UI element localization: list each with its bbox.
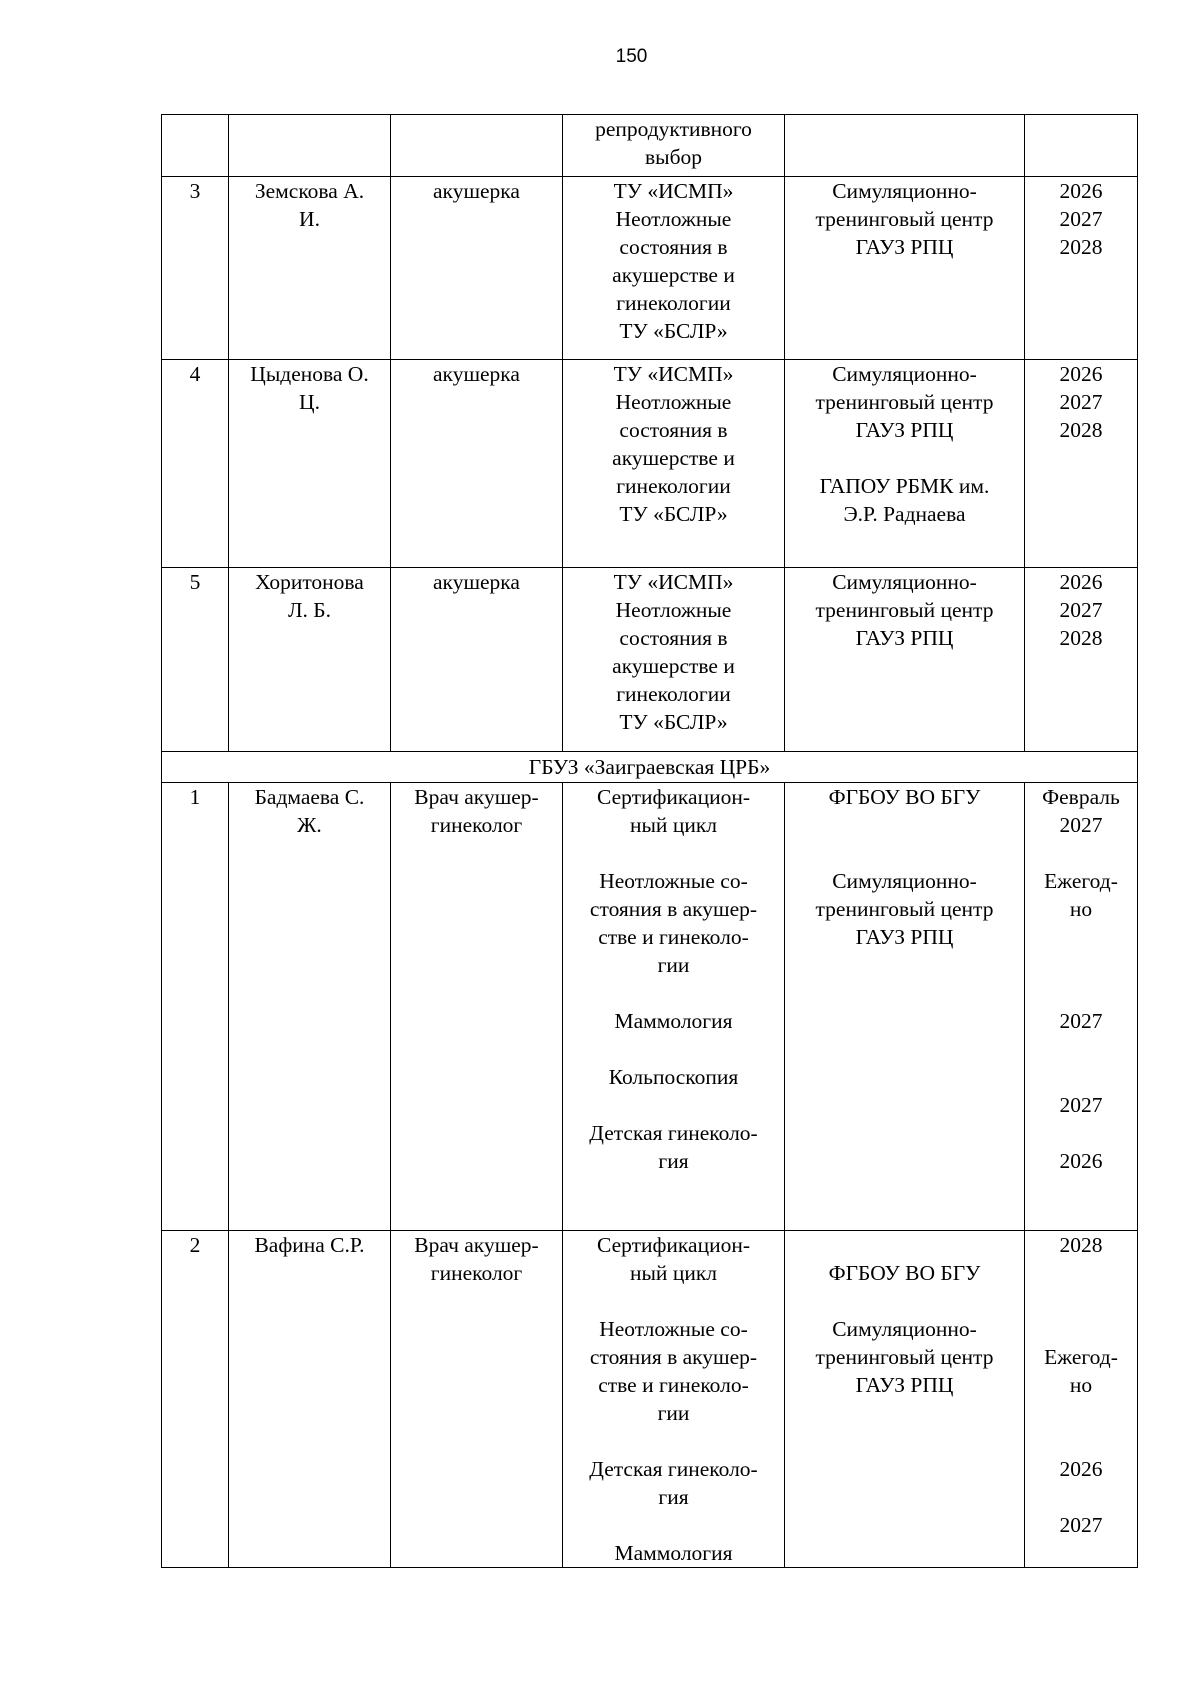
- position-cell: [391, 115, 563, 177]
- position-cell: акушерка: [391, 568, 563, 752]
- training-place-cell: Симуляционно- тренинговый центр ГАУЗ РПЦ ГАПОУ РБМК им. Э.Р. Раднаева: [785, 360, 1025, 568]
- position-cell: акушерка: [391, 360, 563, 568]
- table-row: [162, 360, 1138, 568]
- years-cell: [1025, 115, 1138, 177]
- years-cell: 2026 2027 2028: [1025, 568, 1138, 752]
- employee-name-cell: Бадмаева С. Ж.: [229, 783, 391, 1231]
- training-place-cell: ФГБОУ ВО БГУ Симуляционно- тренинговый центр ГАУЗ РПЦ: [785, 783, 1025, 1231]
- position-cell: Врач акушер- гинеколог: [391, 783, 563, 1231]
- table-row: [162, 1231, 1138, 1568]
- row-number-cell: 5: [162, 568, 229, 752]
- employee-name-cell: Вафина С.Р.: [229, 1231, 391, 1568]
- years-cell: Февраль 2027 Ежегод- но 2027 2027 2026: [1025, 783, 1138, 1231]
- course-cell: ТУ «ИСМП» Неотложные состояния в акушерстве и гинекологии ТУ «БСЛР»: [563, 568, 785, 752]
- section-title: ГБУЗ «Заиграевская ЦРБ»: [162, 752, 1138, 783]
- training-place-cell: ФГБОУ ВО БГУ Симуляционно- тренинговый центр ГАУЗ РПЦ: [785, 1231, 1025, 1568]
- years-cell: 2026 2027 2028: [1025, 177, 1138, 360]
- table-row: [162, 568, 1138, 752]
- course-cell: ТУ «ИСМП» Неотложные состояния в акушерстве и гинекологии ТУ «БСЛР»: [563, 360, 785, 568]
- section-row: [162, 752, 1138, 783]
- page-number: 150: [615, 46, 648, 67]
- course-cell: ТУ «ИСМП» Неотложные состояния в акушерстве и гинекологии ТУ «БСЛР»: [563, 177, 785, 360]
- row-number-cell: 4: [162, 360, 229, 568]
- row-number-cell: 2: [162, 1231, 229, 1568]
- employee-name-cell: [229, 115, 391, 177]
- table-body: [162, 115, 1138, 1568]
- row-number-cell: [162, 115, 229, 177]
- years-cell: 2028 Ежегод- но 2026 2027: [1025, 1231, 1138, 1568]
- table-row: [162, 115, 1138, 177]
- training-plan-table: [161, 114, 1138, 1568]
- training-place-cell: [785, 115, 1025, 177]
- course-cell: репродуктивного выбор: [563, 115, 785, 177]
- training-place-cell: Симуляционно- тренинговый центр ГАУЗ РПЦ: [785, 177, 1025, 360]
- table-row: [162, 783, 1138, 1231]
- row-number-cell: 3: [162, 177, 229, 360]
- training-place-cell: Симуляционно- тренинговый центр ГАУЗ РПЦ: [785, 568, 1025, 752]
- employee-name-cell: Цыденова О. Ц.: [229, 360, 391, 568]
- position-cell: акушерка: [391, 177, 563, 360]
- course-cell: Сертификацион- ный цикл Неотложные со- стояния в акушер- стве и гинеколо- гии Маммология Кольпоскопия Детская гинеколо- гия: [563, 783, 785, 1231]
- course-cell: Сертификацион- ный цикл Неотложные со- стояния в акушер- стве и гинеколо- гии Детская гинеколо- гия Маммология: [563, 1231, 785, 1568]
- table-row: [162, 177, 1138, 360]
- employee-name-cell: Хоритонова Л. Б.: [229, 568, 391, 752]
- row-number-cell: 1: [162, 783, 229, 1231]
- years-cell: 2026 2027 2028: [1025, 360, 1138, 568]
- employee-name-cell: Земскова А. И.: [229, 177, 391, 360]
- position-cell: Врач акушер- гинеколог: [391, 1231, 563, 1568]
